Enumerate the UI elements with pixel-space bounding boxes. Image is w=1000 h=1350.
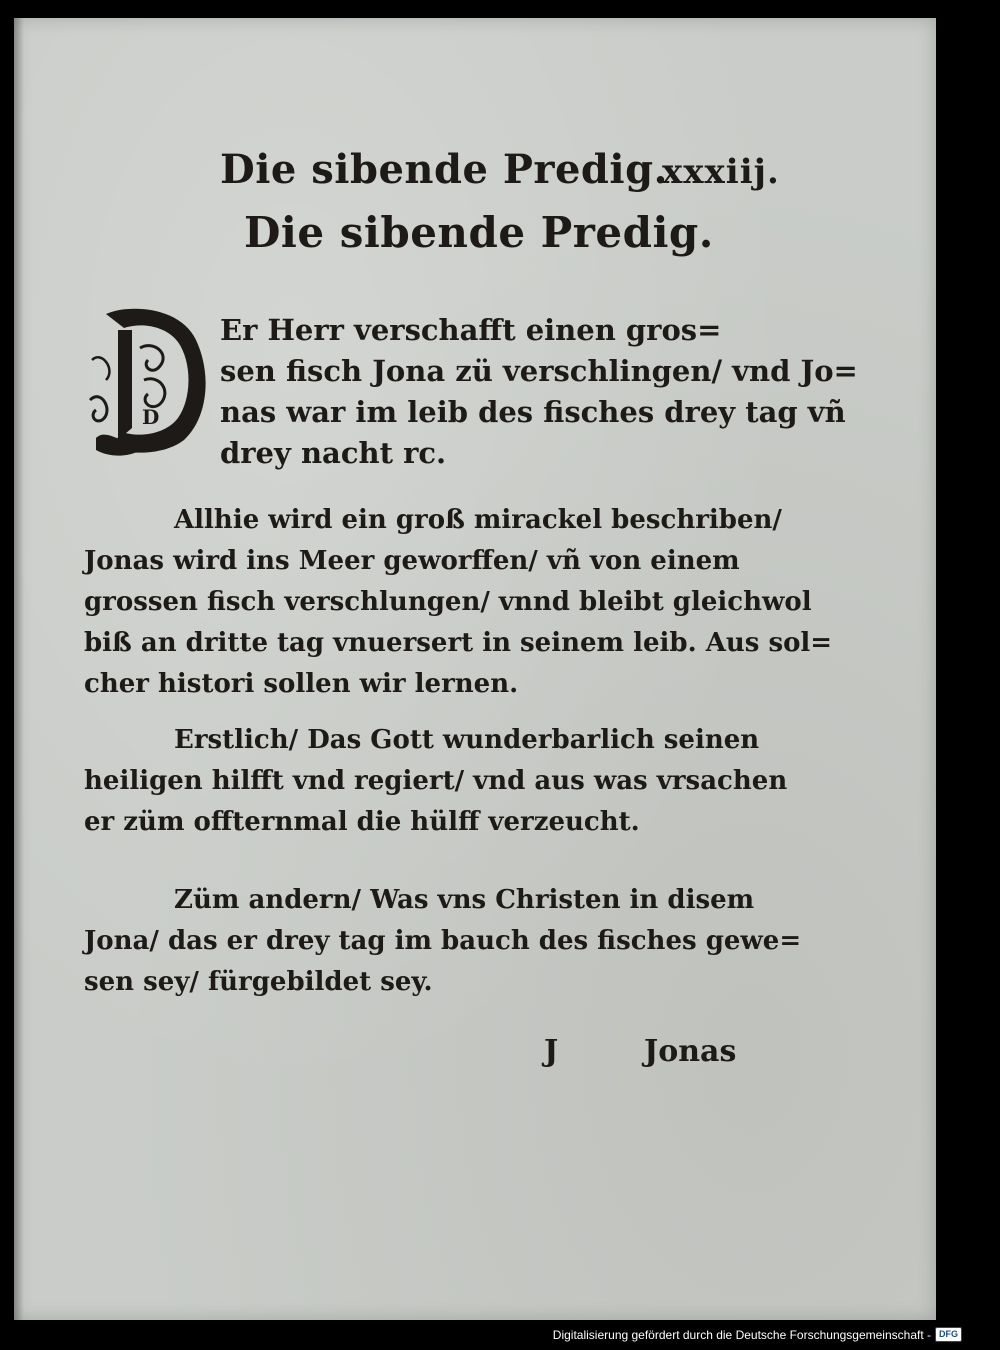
text-line: grossen fisch verschlungen/ vnnd bleibt gleichwol — [84, 587, 812, 617]
text-line: Jona/ das er drey tag im bauch des fisches gewe= — [84, 926, 802, 956]
text-line: drey nacht rc. — [220, 436, 447, 470]
text-line: sen fisch Jona zü verschlingen/ vnd Jo= — [220, 354, 858, 388]
text-line: Erstlich/ Das Gott wunderbarlich seinen — [174, 725, 760, 755]
text-line: heiligen hilfft vnd regiert/ vnd aus was vrsachen — [84, 766, 788, 796]
paragraph-1 — [220, 310, 858, 474]
text-line: Er Herr verschafft einen gros= — [220, 313, 722, 347]
running-head: Die sibende Predig. — [220, 146, 668, 193]
chapter-title: Die sibende Predig. — [244, 208, 714, 257]
text-line: biß an dritte tag vnuersert in seinem leib. Aus sol= — [84, 628, 833, 658]
text-line: cher histori sollen wir lernen. — [84, 669, 519, 699]
text-line: Züm andern/ Was vns Christen in disem — [174, 885, 755, 915]
dfg-logo-icon: DFG — [935, 1327, 962, 1342]
text-line: Jonas wird ins Meer geworffen/ vñ von einem — [84, 546, 740, 576]
paragraph-3 — [84, 720, 788, 843]
decorated-initial — [88, 300, 214, 458]
text-line: nas war im leib des fisches drey tag vñ — [220, 395, 846, 429]
paragraph-2 — [84, 500, 833, 705]
folio-number: xxxiij. — [662, 152, 780, 192]
decorated-initial-d-icon — [88, 300, 214, 458]
catchword: Jonas — [644, 1034, 737, 1069]
digitization-credit — [553, 1327, 962, 1342]
text-line: Allhie wird ein groß mirackel beschriben/ — [174, 505, 782, 535]
book-page — [14, 18, 936, 1320]
text-line: sen sey/ fürgebildet sey. — [84, 967, 433, 997]
text-line: er züm offternmal die hülff verzeucht. — [84, 807, 640, 837]
show-through-shadow — [74, 258, 754, 288]
paragraph-4 — [84, 880, 802, 1003]
credit-text: Digitalisierung gefördert durch die Deutsche Forschungsgemeinschaft - — [552, 1327, 931, 1342]
svg-text:D: D — [142, 405, 160, 429]
signature-mark: J — [544, 1034, 559, 1069]
page-edge-shadow — [14, 18, 24, 1320]
